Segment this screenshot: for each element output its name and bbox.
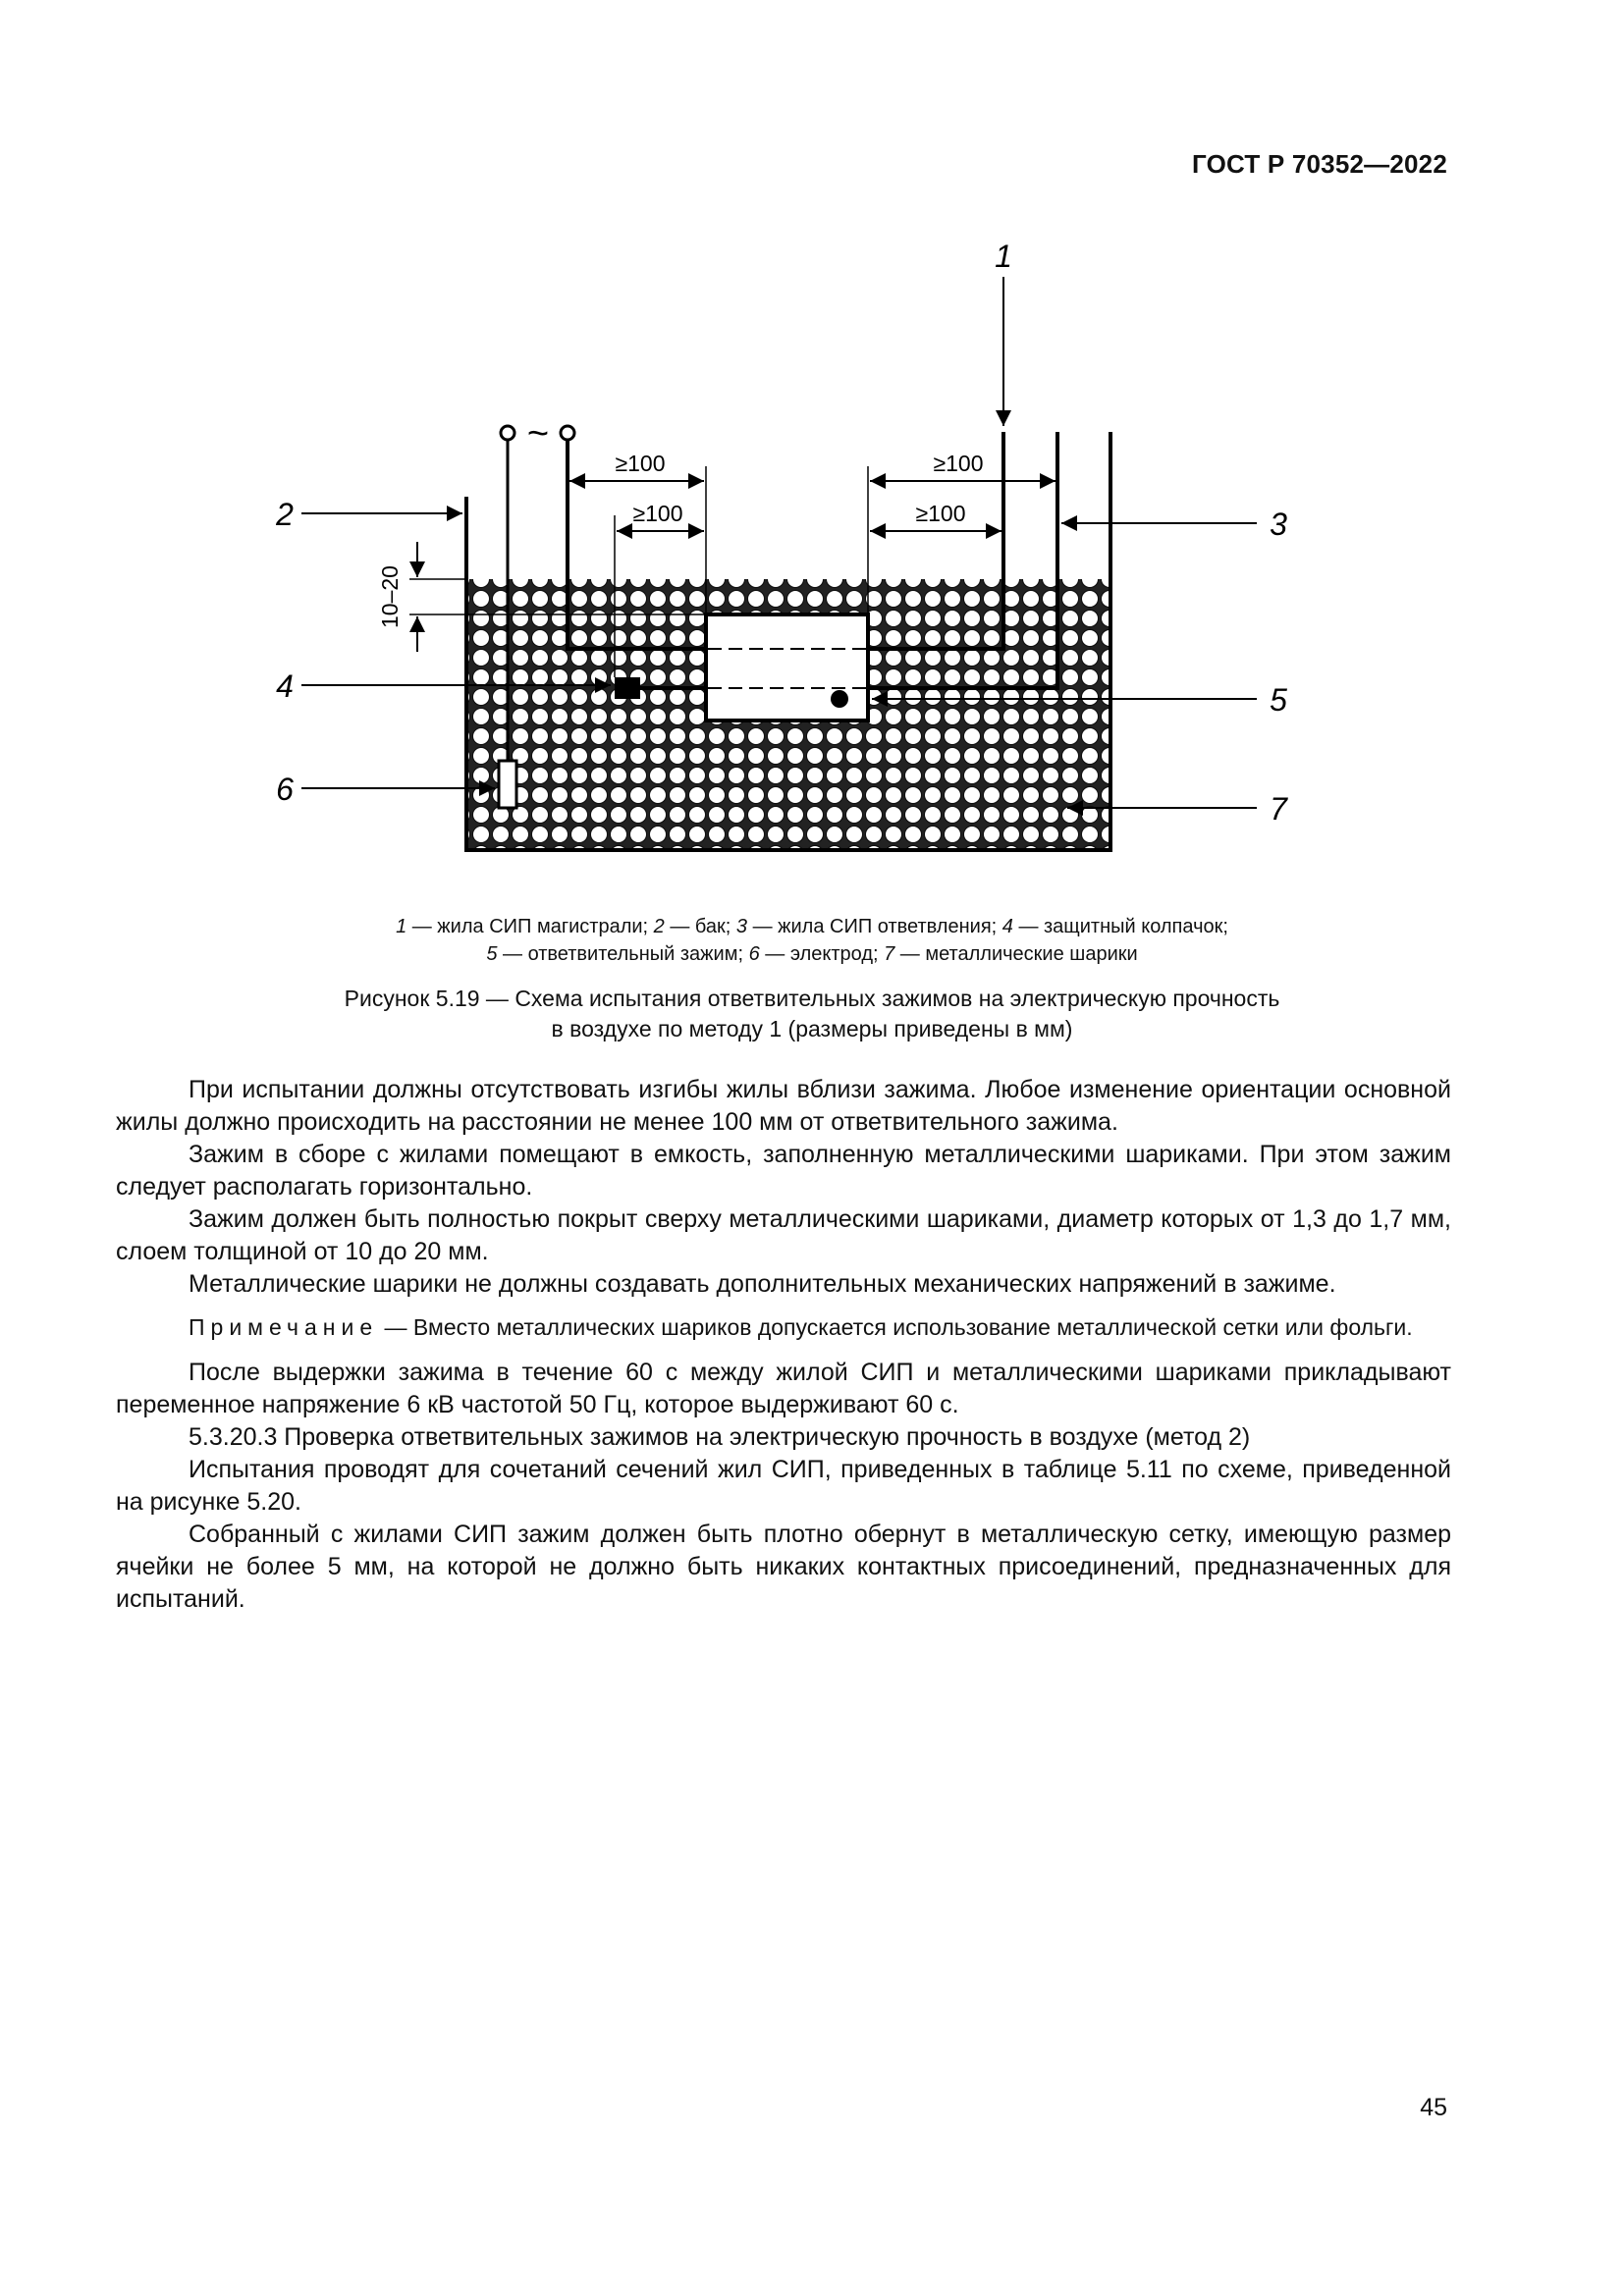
- document-header: ГОСТ Р 70352—2022: [1192, 149, 1447, 179]
- page-number: 45: [1420, 2094, 1447, 2121]
- note-label: Примечание: [189, 1314, 379, 1340]
- paragraph-4: Металлические шарики не должны создавать дополнительных механических напряжений в зажиме.: [189, 1270, 1336, 1298]
- callout-7: 7: [1270, 791, 1287, 827]
- callout-5: 5: [1270, 682, 1287, 718]
- callout-6: 6: [276, 772, 294, 807]
- paragraph-5: После выдержки зажима в течение 60 с между жилой СИП и металлическими шариками прикладывают переменное напряжение 6 кВ частотой 50 Гц, которое выдерживают 60 с.: [116, 1359, 1451, 1418]
- callout-1: 1: [995, 239, 1012, 274]
- callout-2: 2: [276, 497, 294, 532]
- ac-terminal-left: [501, 426, 514, 440]
- dim-depth: 10–20: [377, 565, 403, 628]
- caption-line-2: в воздухе по методу 1 (размеры приведены в мм): [551, 1016, 1073, 1041]
- test-scheme-figure: [265, 236, 1345, 883]
- ac-terminal-right: [561, 426, 574, 440]
- dim-upper-left: ≥100: [615, 451, 666, 476]
- legend-line-2: 5 — ответвительный зажим; 6 — электрод; 7 — металлические шарики: [486, 943, 1138, 965]
- paragraph-7: Испытания проводят для сочетаний сечений жил СИП, приведенных в таблице 5.11 по схеме, приведенной на рисунке 5.20.: [116, 1456, 1451, 1516]
- paragraph-1: При испытании должны отсутствовать изгибы жилы вблизи зажима. Любое изменение ориентации основной жилы должно происходить на расстоянии не менее 100 мм от ответвительного зажима.: [116, 1076, 1451, 1136]
- caption-line-1: Рисунок 5.19 — Схема испытания ответвительных зажимов на электрическую прочность: [344, 986, 1280, 1011]
- body-text: [116, 1074, 1451, 1616]
- dim-lower-right: ≥100: [915, 501, 966, 526]
- paragraph-2: Зажим в сборе с жилами помещают в емкость, заполненную металлическими шариками. При этом зажим следует располагать горизонтально.: [116, 1141, 1451, 1201]
- figure-caption: [147, 984, 1477, 1044]
- note: [116, 1312, 1451, 1343]
- paragraph-3: Зажим должен быть полностью покрыт сверху металлическими шариками, диаметр которых от 1,3 до 1,7 мм, слоем толщиной от 10 до 20 мм.: [116, 1205, 1451, 1265]
- protective-cap: [615, 677, 640, 699]
- note-text: — Вместо металлических шариков допускается использование металлической сетки или фольги.: [378, 1314, 1413, 1340]
- electrode: [499, 761, 516, 808]
- dim-upper-right: ≥100: [933, 451, 984, 476]
- ac-symbol: ~: [526, 413, 550, 454]
- dim-lower-left: ≥100: [632, 501, 683, 526]
- callout-4: 4: [276, 668, 294, 704]
- paragraph-6: 5.3.20.3 Проверка ответвительных зажимов на электрическую прочность в воздухе (метод 2): [189, 1423, 1251, 1451]
- paragraph-8: Собранный с жилами СИП зажим должен быть плотно обернут в металлическую сетку, имеющую размер ячейки не более 5 мм, на которой не должно быть никаких контактных присоединений, предназначенных для испытаний.: [116, 1521, 1451, 1613]
- legend-line-1: 1 — жила СИП магистрали; 2 — бак; 3 — жила СИП ответвления; 4 — защитный колпачок;: [396, 916, 1228, 937]
- callout-3: 3: [1270, 507, 1287, 542]
- clamp-dot: [831, 690, 848, 708]
- figure-legend: [147, 913, 1477, 968]
